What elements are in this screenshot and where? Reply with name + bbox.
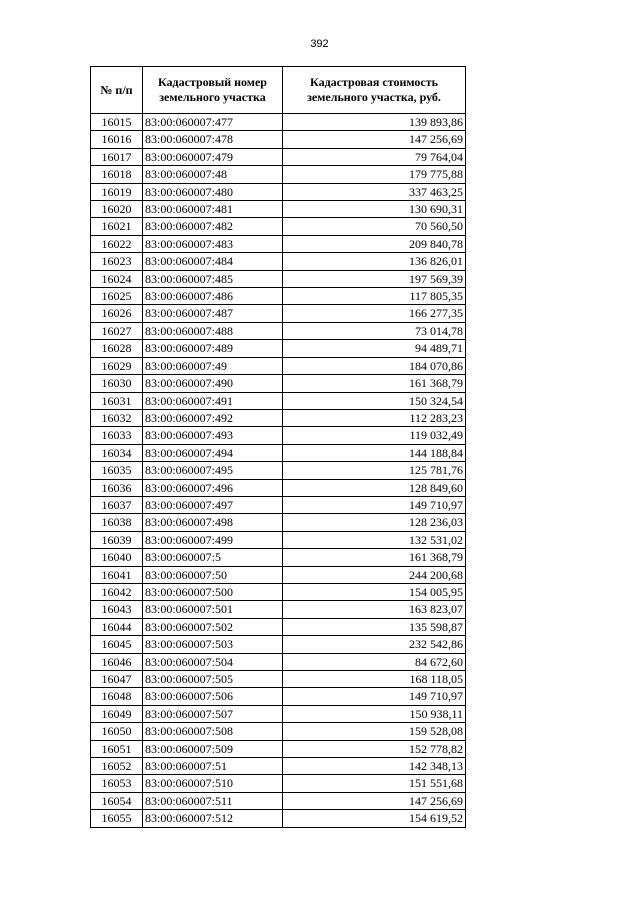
- cadastral-number: 83:00:060007:481: [143, 201, 283, 218]
- cadastral-value: 184 070,86: [283, 357, 466, 374]
- cadastral-number: 83:00:060007:489: [143, 340, 283, 357]
- table-row: [91, 288, 466, 305]
- cadastral-value: 125 781,76: [283, 462, 466, 479]
- cadastral-value: 128 849,60: [283, 479, 466, 496]
- row-number: 16028: [91, 340, 143, 357]
- cadastral-number: 83:00:060007:482: [143, 218, 283, 235]
- table-row: [91, 810, 466, 827]
- cadastral-number: 83:00:060007:512: [143, 810, 283, 827]
- cadastral-value: 159 528,08: [283, 723, 466, 740]
- row-number: 16025: [91, 288, 143, 305]
- cadastral-number: 83:00:060007:496: [143, 479, 283, 496]
- row-number: 16037: [91, 496, 143, 513]
- cadastral-number: 83:00:060007:49: [143, 357, 283, 374]
- cadastral-value: 135 598,87: [283, 618, 466, 635]
- cadastral-number: 83:00:060007:485: [143, 270, 283, 287]
- cadastral-number: 83:00:060007:479: [143, 148, 283, 165]
- table-row: [91, 653, 466, 670]
- cadastral-number: 83:00:060007:483: [143, 235, 283, 252]
- row-number: 16020: [91, 201, 143, 218]
- table-row: [91, 723, 466, 740]
- cadastral-value-table: [90, 66, 466, 828]
- cadastral-value: 94 489,71: [283, 340, 466, 357]
- cadastral-value: 232 542,86: [283, 636, 466, 653]
- row-number: 16043: [91, 601, 143, 618]
- row-number: 16045: [91, 636, 143, 653]
- row-number: 16041: [91, 566, 143, 583]
- cadastral-number: 83:00:060007:502: [143, 618, 283, 635]
- cadastral-value: 119 032,49: [283, 427, 466, 444]
- cadastral-number: 83:00:060007:48: [143, 166, 283, 183]
- table-row: [91, 583, 466, 600]
- row-number: 16017: [91, 148, 143, 165]
- row-number: 16039: [91, 531, 143, 548]
- table-row: [91, 270, 466, 287]
- table-row: [91, 740, 466, 757]
- cadastral-number: 83:00:060007:484: [143, 253, 283, 270]
- row-number: 16031: [91, 392, 143, 409]
- cadastral-number: 83:00:060007:494: [143, 444, 283, 461]
- row-number: 16049: [91, 705, 143, 722]
- row-number: 16046: [91, 653, 143, 670]
- table-row: [91, 705, 466, 722]
- cadastral-number: 83:00:060007:487: [143, 305, 283, 322]
- row-number: 16027: [91, 322, 143, 339]
- cadastral-number: 83:00:060007:504: [143, 653, 283, 670]
- row-number: 16033: [91, 427, 143, 444]
- cadastral-number: 83:00:060007:511: [143, 792, 283, 809]
- cadastral-number: 83:00:060007:501: [143, 601, 283, 618]
- row-number: 16048: [91, 688, 143, 705]
- cadastral-number: 83:00:060007:493: [143, 427, 283, 444]
- cadastral-number: 83:00:060007:497: [143, 496, 283, 513]
- row-number: 16032: [91, 409, 143, 426]
- row-number: 16021: [91, 218, 143, 235]
- row-number: 16035: [91, 462, 143, 479]
- table-row: [91, 792, 466, 809]
- row-number: 16019: [91, 183, 143, 200]
- cadastral-number: 83:00:060007:503: [143, 636, 283, 653]
- row-number: 16047: [91, 671, 143, 688]
- cadastral-number: 83:00:060007:500: [143, 583, 283, 600]
- table-row: [91, 671, 466, 688]
- cadastral-value: 179 775,88: [283, 166, 466, 183]
- header-number: № п/п: [91, 67, 143, 114]
- cadastral-value: 163 823,07: [283, 601, 466, 618]
- row-number: 16029: [91, 357, 143, 374]
- cadastral-value: 168 118,05: [283, 671, 466, 688]
- row-number: 16024: [91, 270, 143, 287]
- table-row: [91, 479, 466, 496]
- page-number: 392: [310, 38, 329, 50]
- table-header: [91, 67, 466, 114]
- cadastral-number: 83:00:060007:509: [143, 740, 283, 757]
- table-row: [91, 618, 466, 635]
- row-number: 16038: [91, 514, 143, 531]
- row-number: 16018: [91, 166, 143, 183]
- cadastral-value: 166 277,35: [283, 305, 466, 322]
- cadastral-number: 83:00:060007:495: [143, 462, 283, 479]
- table-row: [91, 496, 466, 513]
- cadastral-number: 83:00:060007:51: [143, 758, 283, 775]
- table-body: [91, 114, 466, 828]
- cadastral-value: 117 805,35: [283, 288, 466, 305]
- row-number: 16054: [91, 792, 143, 809]
- row-number: 16040: [91, 549, 143, 566]
- cadastral-value: 130 690,31: [283, 201, 466, 218]
- cadastral-value: 142 348,13: [283, 758, 466, 775]
- table-row: [91, 148, 466, 165]
- table-row: [91, 688, 466, 705]
- cadastral-value: 209 840,78: [283, 235, 466, 252]
- cadastral-value: 152 778,82: [283, 740, 466, 757]
- table-row: [91, 392, 466, 409]
- cadastral-value: 132 531,02: [283, 531, 466, 548]
- header-cadastral-value: Кадастровая стоимость земельного участка, руб.: [283, 67, 466, 114]
- cadastral-number: 83:00:060007:508: [143, 723, 283, 740]
- table-row: [91, 444, 466, 461]
- header-cadastral-number: Кадастровый номер земельного участка: [143, 67, 283, 114]
- row-number: 16050: [91, 723, 143, 740]
- table-row: [91, 514, 466, 531]
- table-row: [91, 531, 466, 548]
- table-row: [91, 427, 466, 444]
- cadastral-value: 128 236,03: [283, 514, 466, 531]
- cadastral-value: 154 005,95: [283, 583, 466, 600]
- table-row: [91, 235, 466, 252]
- table-row: [91, 375, 466, 392]
- cadastral-number: 83:00:060007:492: [143, 409, 283, 426]
- row-number: 16023: [91, 253, 143, 270]
- table-row: [91, 201, 466, 218]
- table-row: [91, 357, 466, 374]
- table-row: [91, 601, 466, 618]
- table-row: [91, 183, 466, 200]
- row-number: 16044: [91, 618, 143, 635]
- header-row: [91, 67, 466, 114]
- row-number: 16034: [91, 444, 143, 461]
- cadastral-value: 197 569,39: [283, 270, 466, 287]
- cadastral-number: 83:00:060007:498: [143, 514, 283, 531]
- table-row: [91, 322, 466, 339]
- cadastral-value: 112 283,23: [283, 409, 466, 426]
- cadastral-value: 151 551,68: [283, 775, 466, 792]
- cadastral-number: 83:00:060007:507: [143, 705, 283, 722]
- table-row: [91, 305, 466, 322]
- row-number: 16036: [91, 479, 143, 496]
- cadastral-value: 337 463,25: [283, 183, 466, 200]
- row-number: 16052: [91, 758, 143, 775]
- table-row: [91, 462, 466, 479]
- cadastral-value: 149 710,97: [283, 496, 466, 513]
- cadastral-number: 83:00:060007:506: [143, 688, 283, 705]
- cadastral-value: 147 256,69: [283, 792, 466, 809]
- row-number: 16053: [91, 775, 143, 792]
- row-number: 16015: [91, 114, 143, 131]
- cadastral-number: 83:00:060007:50: [143, 566, 283, 583]
- row-number: 16022: [91, 235, 143, 252]
- cadastral-value: 150 938,11: [283, 705, 466, 722]
- table-row: [91, 636, 466, 653]
- row-number: 16026: [91, 305, 143, 322]
- cadastral-value: 139 893,86: [283, 114, 466, 131]
- cadastral-value: 79 764,04: [283, 148, 466, 165]
- cadastral-value: 150 324,54: [283, 392, 466, 409]
- table-row: [91, 758, 466, 775]
- row-number: 16030: [91, 375, 143, 392]
- cadastral-number: 83:00:060007:505: [143, 671, 283, 688]
- cadastral-value: 149 710,97: [283, 688, 466, 705]
- cadastral-value: 154 619,52: [283, 810, 466, 827]
- cadastral-number: 83:00:060007:488: [143, 322, 283, 339]
- row-number: 16042: [91, 583, 143, 600]
- cadastral-value: 147 256,69: [283, 131, 466, 148]
- cadastral-value: 244 200,68: [283, 566, 466, 583]
- row-number: 16055: [91, 810, 143, 827]
- table-row: [91, 566, 466, 583]
- cadastral-number: 83:00:060007:477: [143, 114, 283, 131]
- table-row: [91, 775, 466, 792]
- cadastral-value: 161 368,79: [283, 549, 466, 566]
- cadastral-number: 83:00:060007:5: [143, 549, 283, 566]
- cadastral-number: 83:00:060007:490: [143, 375, 283, 392]
- cadastral-value: 136 826,01: [283, 253, 466, 270]
- row-number: 16016: [91, 131, 143, 148]
- cadastral-number: 83:00:060007:499: [143, 531, 283, 548]
- cadastral-number: 83:00:060007:486: [143, 288, 283, 305]
- table-row: [91, 340, 466, 357]
- table-row: [91, 409, 466, 426]
- cadastral-number: 83:00:060007:510: [143, 775, 283, 792]
- table-row: [91, 253, 466, 270]
- table-row: [91, 218, 466, 235]
- table-row: [91, 549, 466, 566]
- cadastral-value: 161 368,79: [283, 375, 466, 392]
- table-row: [91, 114, 466, 131]
- table-row: [91, 131, 466, 148]
- cadastral-number: 83:00:060007:491: [143, 392, 283, 409]
- cadastral-value: 144 188,84: [283, 444, 466, 461]
- row-number: 16051: [91, 740, 143, 757]
- cadastral-value: 84 672,60: [283, 653, 466, 670]
- cadastral-value: 73 014,78: [283, 322, 466, 339]
- table-row: [91, 166, 466, 183]
- cadastral-number: 83:00:060007:480: [143, 183, 283, 200]
- cadastral-number: 83:00:060007:478: [143, 131, 283, 148]
- cadastral-value: 70 560,50: [283, 218, 466, 235]
